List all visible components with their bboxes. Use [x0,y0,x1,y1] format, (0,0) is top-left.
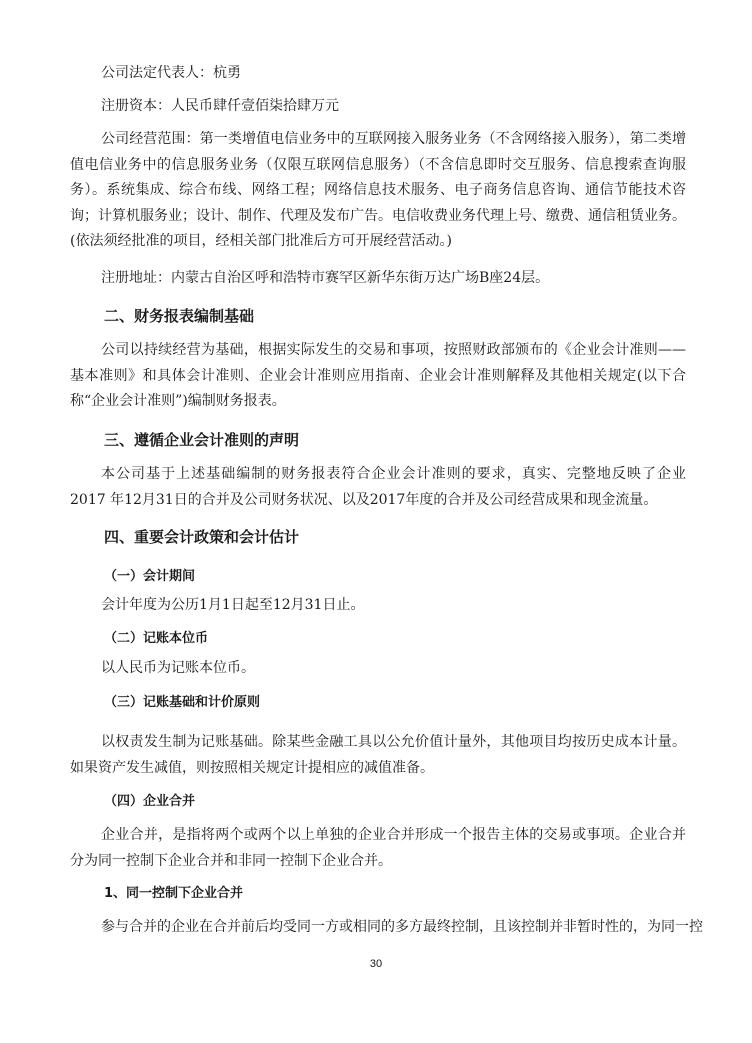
subheading-common-control: 1、同一控制下企业合并 [104,886,244,901]
body-common-control: 参与合并的企业在合并前后均受同一方或相同的多方最终控制，且该控制并非暂时性的，为同一控 [101,919,703,935]
body-accounting-period: 会计年度为公历1月1日起至12月31日止。 [101,597,365,613]
section-heading-statement: 三、遵循企业会计准则的声明 [104,431,300,449]
registered-capital: 注册资本：人民币肆仟壹佰柒拾肆万元 [101,98,339,114]
body-accounting-basis: 以权责发生制为记账基础。除某些金融工具以公允价值计量外，其他项目均按历史成本计量。如果资产发生减值，则按照相关规定计提相应的减值准备。 [70,734,686,776]
section-heading-basis: 二、财务报表编制基础 [104,307,255,325]
section-body-basis: 公司以持续经营为基础，根据实际发生的交易和事项，按照财政部颁布的《企业会计准则——基本准则》和具体会计准则、企业会计准则应用指南、企业会计准则解释及其他相关规定(以下合称“企业会计准则”)编制财务报表。 [70,342,686,409]
section-body-statement: 本公司基于上述基础编制的财务报表符合企业会计准则的要求，真实、完整地反映了企业 2017 年12月31日的合并及公司财务状况、以及2017年度的合并及公司经营成果和现金流量。 [70,466,686,508]
subheading-business-combination: （四）企业合并 [104,794,196,809]
subheading-accounting-period: （一）会计期间 [104,569,196,584]
legal-representative: 公司法定代表人：杭勇 [101,65,241,81]
page-number: 30 [369,958,383,970]
section-heading-policies: 四、重要会计政策和会计估计 [104,528,300,546]
subheading-accounting-basis: （三）记账基础和计价原则 [104,695,261,710]
subheading-functional-currency: （二）记账本位币 [104,631,209,646]
body-functional-currency: 以人民币为记账本位币。 [101,660,255,676]
registered-address: 注册地址：内蒙古自治区呼和浩特市赛罕区新华东街万达广场B座24层。 [101,270,550,286]
business-scope: 公司经营范围：第一类增值电信业务中的互联网接入服务业务（不含网络接入服务），第二类增值电信业务中的信息服务业务（仅限互联网信息服务）（不含信息即时交互服务、信息搜索查询服务）。系统集成、综合布线、网络工程；网络信息技术服务、电子商务信息咨询、通信节能技术咨询；计算机服务业；设计、制作、代理及发布广告。电信收费业务代理上号、缴费、通信租赁业务。(依法须经批准的项目，经相关部门批准后方可开展经营活动。) [70,131,686,249]
body-business-combination: 企业合并，是指将两个或两个以上单独的企业合并形成一个报告主体的交易或事项。企业合并分为同一控制下企业合并和非同一控制下企业合并。 [70,827,686,869]
